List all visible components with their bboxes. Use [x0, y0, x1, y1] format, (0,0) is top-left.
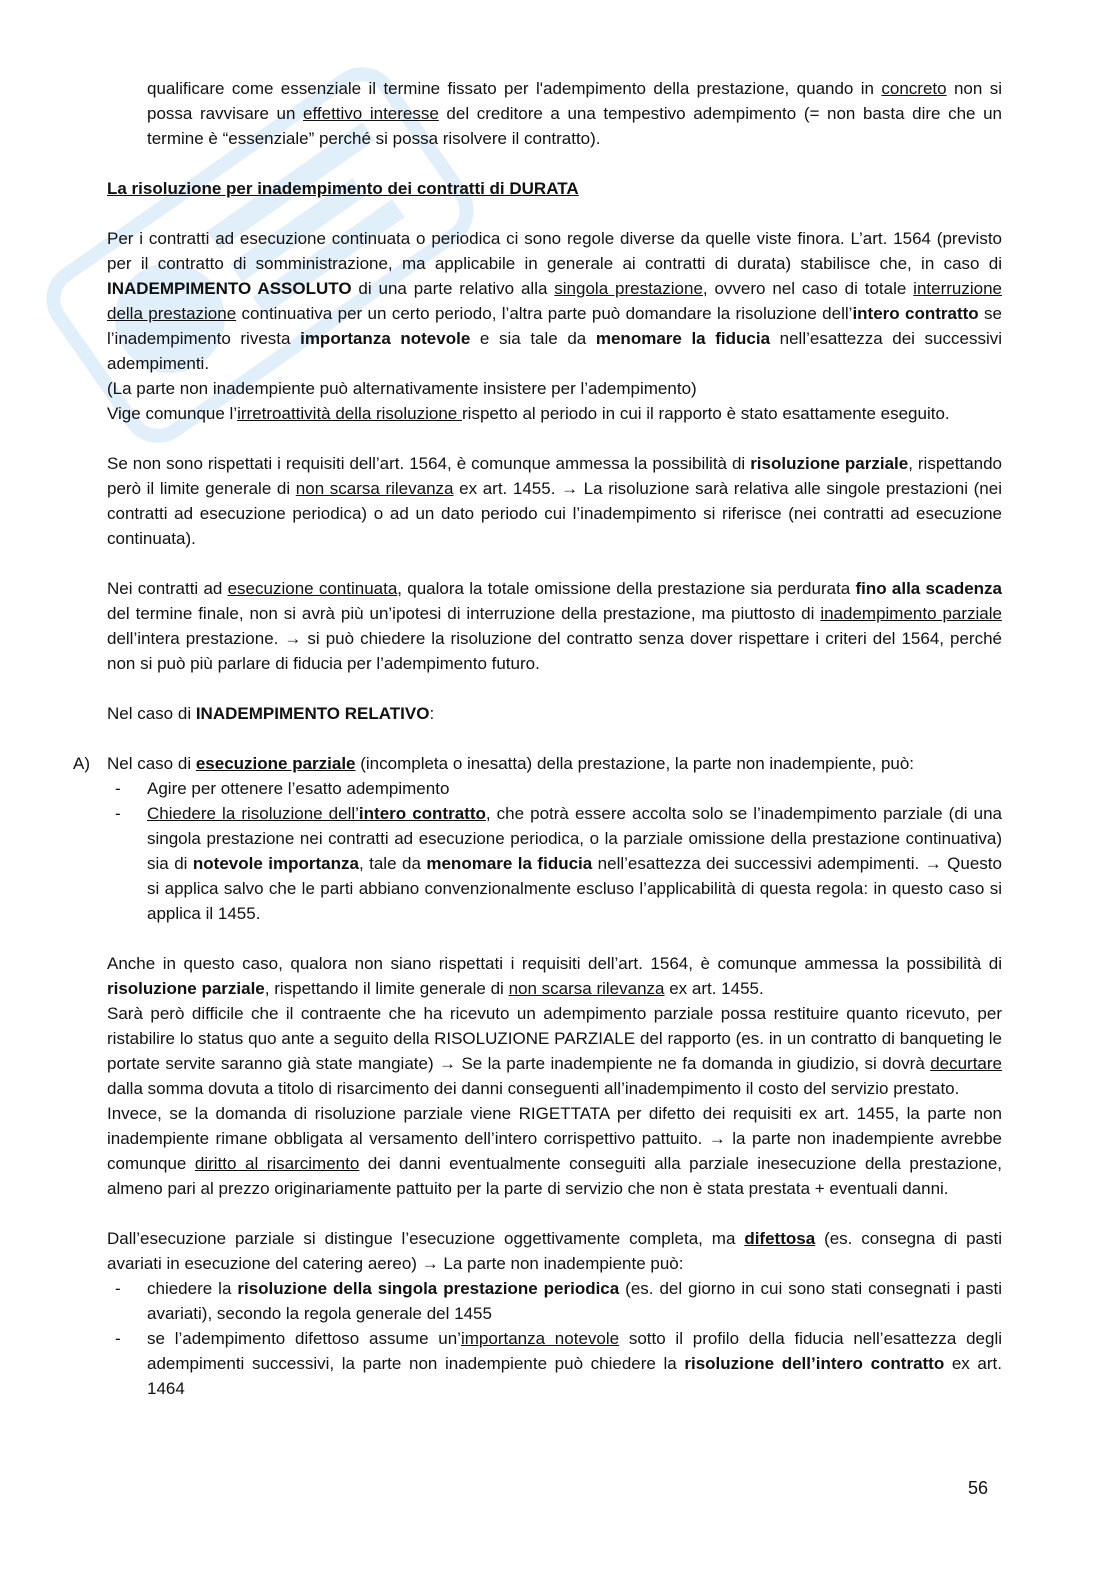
- list-marker: A): [73, 754, 90, 773]
- dash-item-text: Agire per ottenere l’esatto adempimento: [147, 779, 450, 798]
- dash-item-text: Chiedere la risoluzione dell’intero contratto, che potrà essere accolta solo se l’inadempimento parziale (di una singola prestazione nei contratti ad esecuzione periodica, o la parziale omissione della prestazione continuativa) sia di notevole importanza, tale da menomare la fiducia nell’esattezza dei successivi adempimenti. → Questo si applica salvo che le parti abbiano convenzionalmente escluso l’applicabilità di questa regola: in questo caso si applica il 1455.: [147, 804, 1002, 923]
- dash-item-text: se l’adempimento difettoso assume un’importanza notevole sotto il profilo della fiducia nell’esattezza degli adempimenti successivi, la parte non inadempiente può chiedere la risoluzione dell’intero contratto ex art. 1464: [147, 1329, 1002, 1398]
- dash-marker: -: [115, 779, 121, 798]
- arrow-icon: →: [561, 479, 579, 498]
- arrow-icon: →: [284, 629, 302, 648]
- arrow-icon: →: [924, 854, 942, 873]
- dash-item-text: chiedere la risoluzione della singola prestazione periodica (es. del giorno in cui sono stati consegnati i pasti avariati), secondo la regola generale del 1455: [147, 1279, 1002, 1323]
- document-body: [73, 76, 1003, 1401]
- page-number: 56: [968, 1478, 989, 1498]
- paragraph-durata: Per i contratti ad esecuzione continuata o periodica ci sono regole diverse da quelle viste finora. L’art. 1564 (previsto per il contratto di somministrazione, ma applicabile in generale ai contratti di durata) stabilisce che, in caso di INADEMPIMENTO ASSOLUTO di una parte relativo alla singola prestazione, ovvero nel caso di totale interruzione della prestazione continuativa per un certo periodo, l’altra parte può domandare la risoluzione dell’intero contratto se l’inadempimento rivesta importanza notevole e sia tale da menomare la fiducia nell’esattezza dei successivi adempimenti.: [107, 229, 1003, 373]
- paragraph-risoluzione-parziale: Se non sono rispettati i requisiti dell’art. 1564, è comunque ammessa la possibilità di risoluzione parziale, rispettando però il limite generale di non scarsa rilevanza ex art. 1455. → La risoluzione sarà relativa alle singole prestazioni (nei contratti ad esecuzione periodica) o ad un dato periodo cui l’inadempimento si riferisce (nei contratti ad esecuzione continuata).: [107, 454, 1003, 548]
- arrow-icon: →: [439, 1054, 457, 1073]
- dash-item: [107, 801, 1002, 926]
- arrow-icon: →: [421, 1254, 439, 1273]
- list-item-a: [73, 751, 1002, 926]
- dash-marker: -: [115, 1329, 121, 1348]
- section-heading: La risoluzione per inadempimento dei contratti di DURATA: [107, 179, 579, 198]
- dash-marker: -: [115, 1279, 121, 1298]
- paragraph-difficile: Sarà però difficile che il contraente che ha ricevuto un adempimento parziale possa restituire quanto ricevuto, per ristabilire lo status quo ante a seguito della RISOLUZIONE PARZIALE del rapporto (es. in un contratto di banqueting le portate servite saranno già state mangiate) → Se la parte inadempiente ne fa domanda in giudizio, si dovrà decurtare dalla somma dovuta a titolo di risarcimento dei danni conseguenti all’inadempimento il costo del servizio prestato.: [107, 1004, 1003, 1098]
- paragraph-irretroattivita: Vige comunque l’irretroattività della risoluzione rispetto al periodo in cui il rapporto è stato esattamente eseguito.: [107, 404, 950, 423]
- paragraph-note: (La parte non inadempiente può alternativamente insistere per l’adempimento): [107, 379, 697, 398]
- list-item-a-text: Nel caso di esecuzione parziale (incompleta o inesatta) della prestazione, la parte non inadempiente, può:: [107, 754, 915, 773]
- paragraph-anche: Anche in questo caso, qualora non siano rispettati i requisiti dell’art. 1564, è comunque ammessa la possibilità di risoluzione parziale, rispettando il limite generale di non scarsa rilevanza ex art. 1455.: [107, 954, 1002, 998]
- dash-marker: -: [115, 804, 121, 823]
- paragraph-inadempimento-relativo: Nel caso di INADEMPIMENTO RELATIVO:: [107, 704, 435, 723]
- dash-item: [107, 776, 1002, 801]
- paragraph-rigettata: Invece, se la domanda di risoluzione parziale viene RIGETTATA per difetto dei requisiti ex art. 1455, la parte non inadempiente rimane obbligata al versamento dell’intero corrispettivo pattuito. → la parte non inadempiente avrebbe comunque diritto al risarcimento dei danni eventualmente conseguiti alla parziale inesecuzione della prestazione, almeno pari al prezzo originariamente pattuito per la parte di servizio che non è stata prestata + eventuali danni.: [107, 1104, 1003, 1198]
- arrow-icon: →: [708, 1129, 726, 1148]
- dash-item: [107, 1276, 1002, 1326]
- dash-item: [107, 1326, 1002, 1401]
- paragraph-esecuzione-continuata: Nei contratti ad esecuzione continuata, qualora la totale omissione della prestazione sia perdurata fino alla scadenza del termine finale, non si avrà più un’ipotesi di interruzione della prestazione, ma piuttosto di inadempimento parziale dell’intera prestazione. → si può chiedere la risoluzione del contratto senza dover rispettare i criteri del 1564, perché non si può più parlare di fiducia per l’adempimento futuro.: [107, 579, 1003, 673]
- intro-paragraph: qualificare come essenziale il termine fissato per l'adempimento della prestazione, quando in concreto non si possa ravvisare un effettivo interesse del creditore a una tempestivo adempimento (= non basta dire che un termine è “essenziale” perché si possa risolvere il contratto).: [147, 79, 1002, 148]
- paragraph-difettosa: Dall’esecuzione parziale si distingue l’esecuzione oggettivamente completa, ma difettosa (es. consegna di pasti avariati in esecuzione del catering aereo) → La parte non inadempiente può:: [107, 1229, 1002, 1273]
